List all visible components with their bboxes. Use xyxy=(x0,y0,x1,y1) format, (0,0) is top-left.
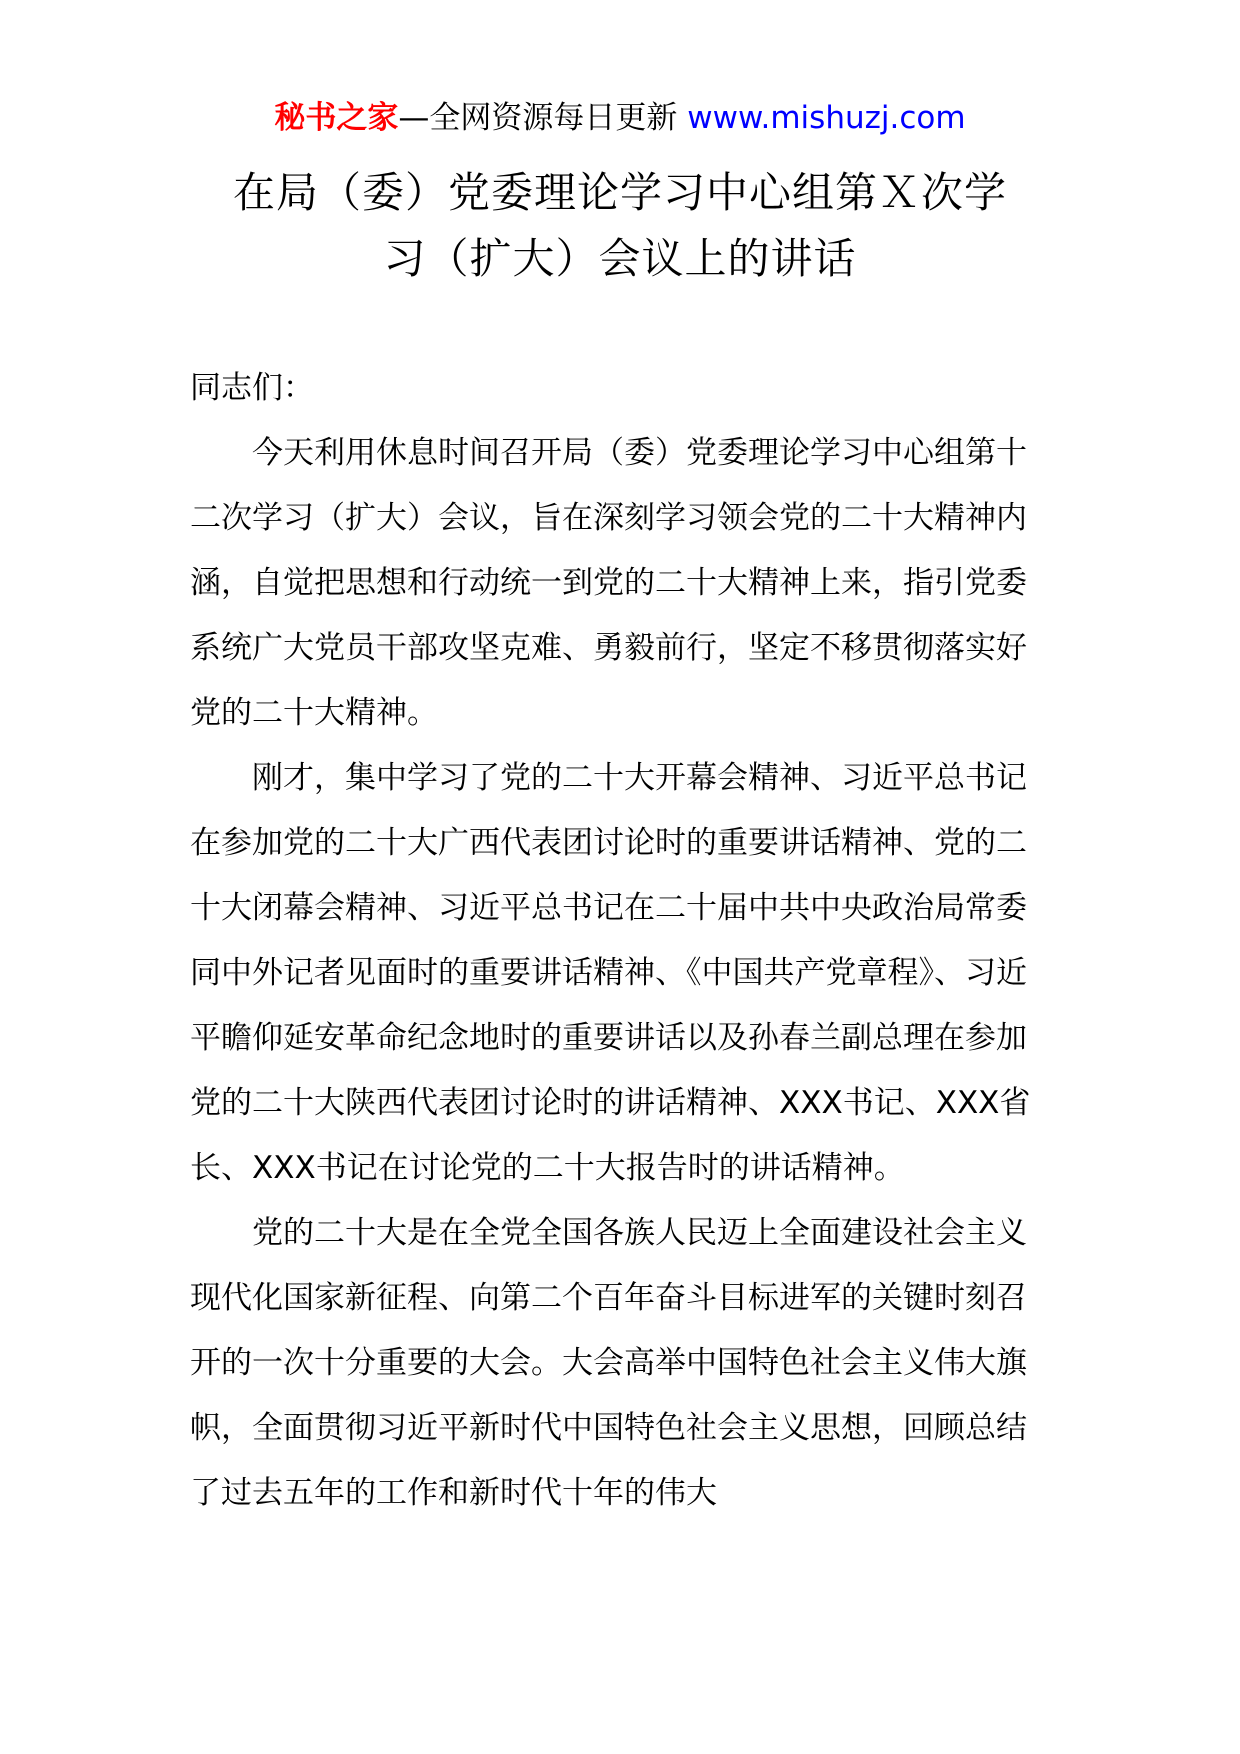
title-line-2: 习（扩大）会议上的讲话 xyxy=(383,234,857,283)
title-line-1: 在局（委）党委理论学习中心组第Ｘ次学 xyxy=(232,168,1007,217)
brand-name: 秘书之家 xyxy=(274,100,399,136)
paragraph: 刚才，集中学习了党的二十大开幕会精神、习近平总书记在参加党的二十大广西代表团讨论时的重要讲话精神、党的二十大闭幕会精神、习近平总书记在二十届中共中央政治局常委同中外记者见面时的重要讲话精神、《中国共产党章程》、习近平瞻仰延安革命纪念地时的重要讲话以及孙春兰副总理在参加党的二十大陕西代表团讨论时的讲话精神、XXX书记、XXX省长、XXX书记在讨论党的二十大报告时的讲话精神。 xyxy=(190,760,1031,1186)
site-header xyxy=(0,98,1240,138)
document-title xyxy=(170,160,1070,292)
header-tagline: —全网资源每日更新 xyxy=(398,100,688,136)
document-body xyxy=(190,356,1056,1526)
site-url-link[interactable]: www.mishuzj.com xyxy=(687,100,966,136)
paragraph: 党的二十大是在全党全国各族人民迈上全面建设社会主义现代化国家新征程、向第二个百年奋斗目标进军的关键时刻召开的一次十分重要的大会。大会高举中国特色社会主义伟大旗帜，全面贯彻习近平新时代中国特色社会主义思想，回顾总结了过去五年的工作和新时代十年的伟大 xyxy=(190,1215,1027,1511)
salutation: 同志们： xyxy=(190,370,314,406)
paragraph: 今天利用休息时间召开局（委）党委理论学习中心组第十二次学习（扩大）会议，旨在深刻学习领会党的二十大精神内涵，自觉把思想和行动统一到党的二十大精神上来，指引党委系统广大党员干部攻坚克难、勇毅前行，坚定不移贯彻落实好党的二十大精神。 xyxy=(190,435,1027,731)
